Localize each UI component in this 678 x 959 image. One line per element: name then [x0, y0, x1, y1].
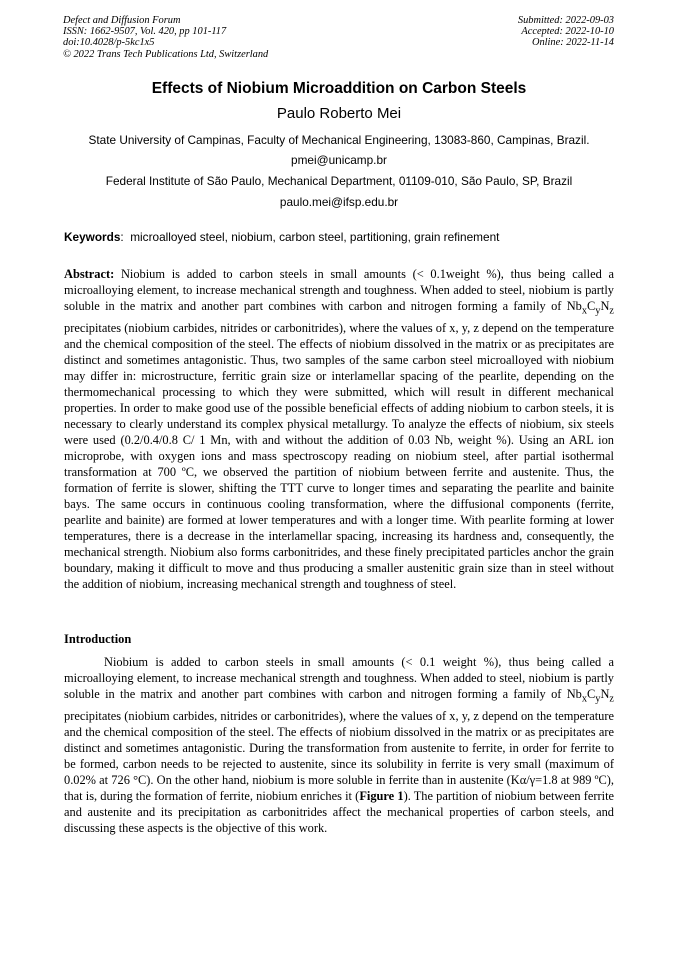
introduction-paragraph: [64, 654, 614, 836]
affiliation-2: Federal Institute of São Paulo, Mechanical Department, 01109-010, São Paulo, SP, Brazil: [105, 174, 573, 188]
formula-c: C: [587, 687, 596, 702]
abstract-paragraph: [64, 266, 614, 592]
formula-n: N: [600, 299, 610, 314]
keywords-label: Keywords: [64, 230, 121, 244]
online-date: Online: 2022-11-14: [531, 37, 614, 49]
subscript-y: y: [595, 305, 601, 317]
formula-c: C: [587, 299, 596, 314]
abstract-text-1: Niobium is added to carbon steels in small amounts (< 0.1weight %), thus being called a microalloying element, to increase mechanical strength and toughness. When added to steel, niobium is partly soluble in the matrix and another part combines with carbon and nitrogen forming a family of Nb: [64, 267, 614, 314]
abstract-text-2: precipitates (niobium carbides, nitrides or carbonitrides), where the values of x, y, z depend on the temperature and the chemical composition of the steel. The effects of niobium dissolved in the matrix or as precipitates are distinct and sometimes antagonistic. Thus, two samples of the same carbon steel microalloyed with niobium may differ in: microstructure, ferritic grain size or interlamellar spacing of the pearlite, depending on the thermomechanical processing to which they were submitted, which will result in different mechanical properties. In order to make good use of the possible beneficial effects of adding niobium to carbon steels, it is necessary to clearly understand its complex physical metallurgy. To analyze the effects of niobium, six steels were used (0.2/0.4/0.8 C/ 1 Mn, with and without the addition of 0.03 Nb, weight %). Using an ARL ion microprobe, with oxygen ions and mass spectroscopy reading on niobium steel, after partial isothermal transformation at 700 ºC, we observed the partition of niobium between ferrite and austenite. Thus, the formation of ferrite is slower, shifting the TTT curve to longer times and separating the pearlite and bainite bays. The same occurs in continuous cooling transformation, where the diffusional components (ferrite, pearlite and bainite) are formed at lower temperatures and with a longer time. With pearlite forming at lower temperatures, there is a decrease in the interlamellar spacing, increasing its hardness and, consequently, the mechanical strength. Niobium also forms carbonitrides, and these finely precipitated particles anchor the grain boundary, making it difficult to move and thus producing a smaller austenitic grain size than in steel without the addition of niobium, increasing mechanical strength and toughness of steel.: [64, 320, 614, 592]
copyright-line: © 2022 Trans Tech Publications Ltd, Switzerland: [63, 48, 269, 60]
subscript-y: y: [595, 693, 601, 705]
email-2: paulo.mei@ifsp.edu.br: [279, 195, 399, 209]
section-heading-introduction: Introduction: [64, 632, 132, 646]
keywords-line: Keywords: microalloyed steel, niobium, carbon steel, partitioning, grain refinement: [64, 230, 500, 244]
intro-text-3: ). The partition of niobium between ferrite and austenite and its precipitation as carbonitrides affect the mechanical properties of carbon steels, and discussing these aspects is the objective of this work.: [64, 788, 615, 835]
intro-text-2: precipitates (niobium carbides, nitrides or carbonitrides), where the values of x, y, z depend on the temperature and the chemical composition of the steel. The effects of niobium dissolved in the matrix or as precipitates are distinct and sometimes antagonistic. During the transformation from austenite to ferrite, in order for ferrite to be formed, carbon needs to be rejected to austenite, since its solubility in ferrite is very small (maximum of 0.02% at 726 °C). On the other hand, niobium is more soluble in ferrite than in austenite (Kα/γ=1.8 at 989 ºC), that is, during the formation of ferrite, niobium enriches it (: [64, 708, 614, 803]
dates-header: [518, 15, 614, 49]
submitted-date: Submitted: 2022-09-03: [517, 15, 614, 26]
figure-1-reference[interactable]: Figure 1: [359, 788, 404, 803]
intro-text-1: Niobium is added to carbon steels in small amounts (< 0.1 weight %), thus being called a microalloying element, to increase mechanical strength and toughness. When added to steel, niobium is partly soluble in the matrix and another part combines with carbon and nitrogen forming a family of Nb: [64, 655, 614, 702]
author-name: Paulo Roberto Mei: [276, 105, 402, 122]
journal-name: Defect and Diffusion Forum: [63, 15, 181, 26]
email-1: pmei@unicamp.br: [291, 153, 387, 167]
paper-title: Effects of Niobium Microaddition on Carbon Steels: [151, 80, 527, 97]
affiliation-1: State University of Campinas, Faculty of Mechanical Engineering, 13083-860, Campinas, Brazil.: [88, 133, 590, 147]
subscript-x: x: [581, 693, 588, 705]
subscript-z: z: [609, 693, 614, 705]
formula-n: N: [600, 687, 610, 702]
doi-line: doi:10.4028/p-5kc1x5: [63, 37, 155, 49]
subscript-x: x: [581, 305, 588, 317]
abstract-label: Abstract:: [64, 267, 115, 281]
accepted-date: Accepted: 2022-10-10: [521, 26, 614, 38]
issn-line: ISSN: 1662-9507, Vol. 420, pp 101-117: [63, 26, 227, 38]
keywords-text: microalloyed steel, niobium, carbon steel, partitioning, grain refinement: [130, 230, 500, 244]
subscript-z: z: [609, 305, 614, 317]
journal-header: [63, 15, 268, 60]
